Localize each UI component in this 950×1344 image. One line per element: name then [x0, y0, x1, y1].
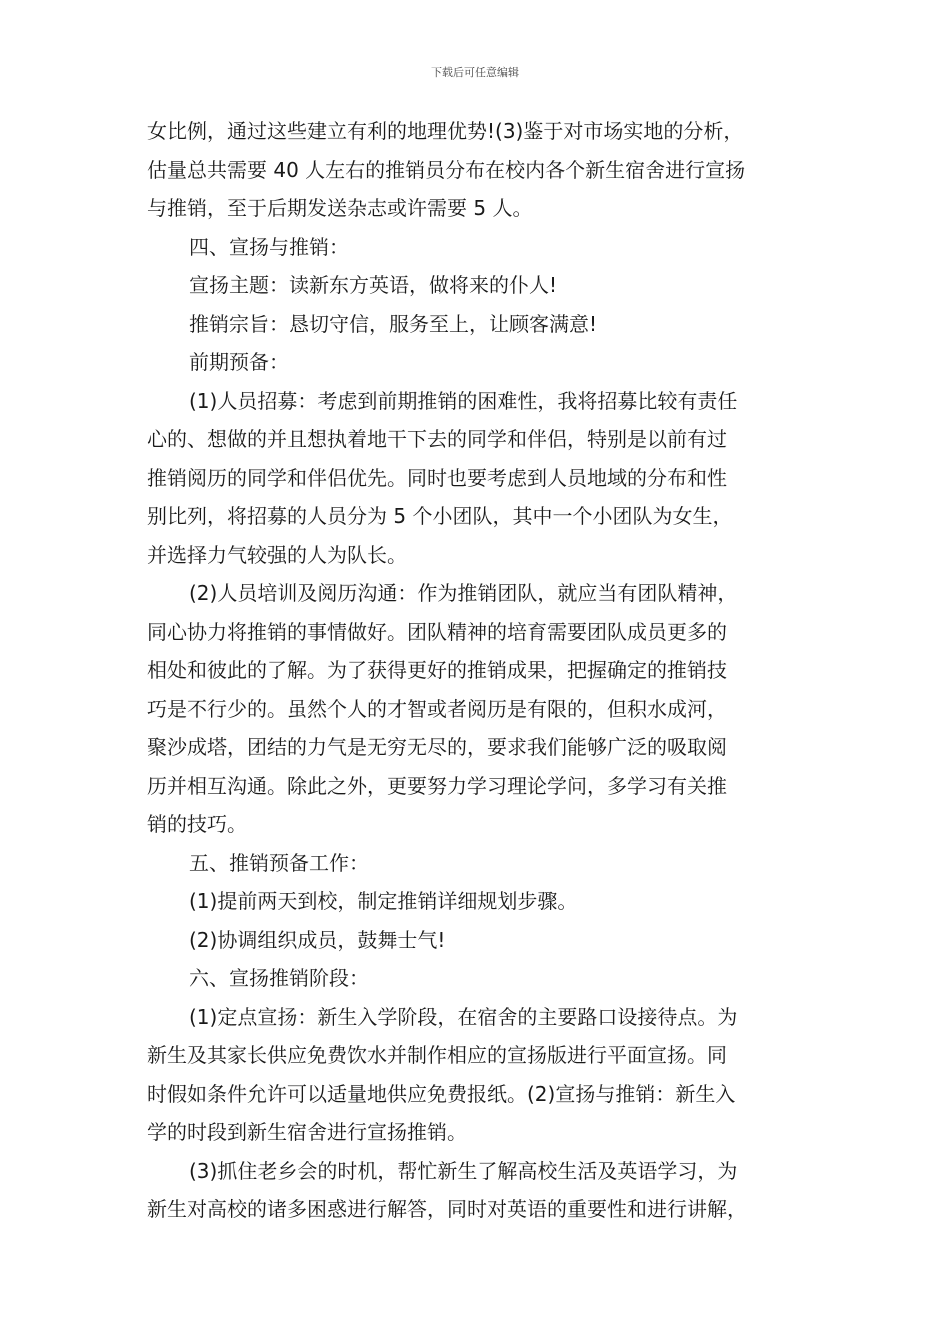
text-line: 前期预备： — [189, 350, 289, 374]
text-line: (1)人员招募：考虑到前期推销的困难性，我将招募比较有责任 — [189, 388, 738, 413]
text-line: 时假如条件允许可以适量地供应免费报纸。(2)宣扬与推销：新生入 — [147, 1081, 736, 1106]
text-line: 女比例，通过这些建立有利的地理优势!(3)鉴于对市场实地的分析， — [147, 119, 744, 143]
text-line: 同心协力将推销的事情做好。团队精神的培育需要团队成员更多的 — [147, 619, 727, 644]
text-line: 推销宗旨：恳切守信，服务至上，让顾客满意! — [189, 311, 598, 336]
text-line: 六、宣扬推销阶段： — [189, 966, 369, 990]
text-line: 推销阅历的同学和伴侣优先。同时也要考虑到人员地域的分布和性 — [147, 465, 727, 490]
text-line: 宣扬主题：读新东方英语，做将来的仆人! — [189, 273, 558, 297]
text-line: 巧是不行少的。虽然个人的才智或者阅历是有限的，但积水成河， — [147, 696, 727, 721]
page-header-note: 下载后可任意编辑 — [431, 66, 519, 79]
text-line: 学的时段到新生宿舍进行宣扬推销。 — [147, 1120, 467, 1144]
text-line: 聚沙成塔，团结的力气是无穷无尽的，要求我们能够广泛的吸取阅 — [147, 735, 727, 759]
text-line: 五、推销预备工作： — [189, 850, 369, 875]
text-line: 估量总共需要 40 人左右的推销员分布在校内各个新生宿舍进行宣扬 — [147, 157, 746, 182]
text-line: 销的技巧。 — [147, 812, 247, 836]
text-line: 新生对高校的诸多困惑进行解答，同时对英语的重要性和进行讲解， — [147, 1197, 747, 1221]
text-line: 别比列，将招募的人员分为 5 个小团队，其中一个小团队为女生， — [147, 504, 733, 528]
text-line: 新生及其家长供应免费饮水并制作相应的宣扬版进行平面宣扬。同 — [147, 1043, 727, 1067]
text-line: 心的、想做的并且想执着地干下去的同学和伴侣，特别是以前有过 — [147, 427, 727, 451]
text-line: 与推销，至于后期发送杂志或许需要 5 人。 — [147, 196, 533, 220]
text-line: 并选择力气较强的人为队长。 — [147, 542, 407, 567]
text-line: 相处和彼此的了解。为了获得更好的推销成果，把握确定的推销技 — [147, 658, 727, 682]
text-line: (1)提前两天到校，制定推销详细规划步骤。 — [189, 889, 578, 913]
text-line: (2)协调组织成员，鼓舞士气! — [189, 927, 446, 952]
text-line: 历并相互沟通。除此之外，更要努力学习理论学问，多学习有关推 — [147, 773, 727, 798]
text-line: (1)定点宣扬：新生入学阶段，在宿舍的主要路口设接待点。为 — [189, 1004, 738, 1029]
document-body — [147, 112, 819, 1229]
text-line: (3)抓住老乡会的时机，帮忙新生了解高校生活及英语学习，为 — [189, 1158, 738, 1183]
text-line: 四、宣扬与推销： — [189, 234, 349, 259]
text-line: (2)人员培训及阅历沟通：作为推销团队，就应当有团队精神， — [189, 581, 738, 605]
